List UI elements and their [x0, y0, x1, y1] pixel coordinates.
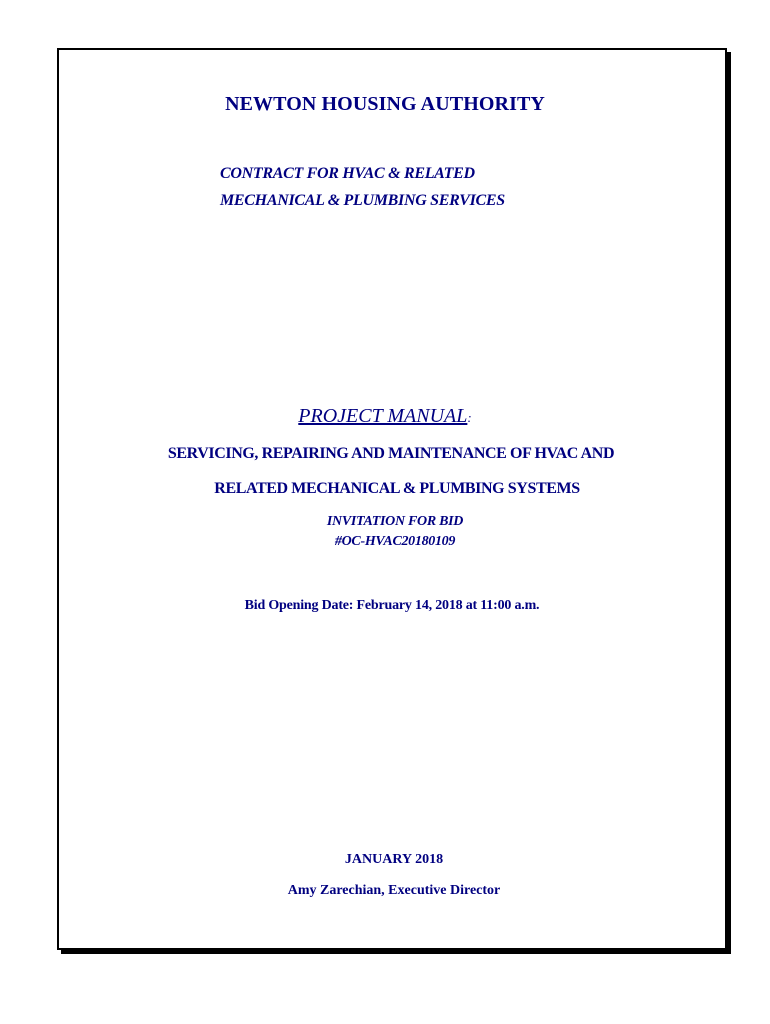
contract-title-line-2: MECHANICAL & PLUMBING SERVICES: [220, 192, 505, 209]
contract-title-line-1: CONTRACT FOR HVAC & RELATED: [220, 165, 475, 182]
authority-name: NEWTON HOUSING AUTHORITY: [225, 93, 545, 115]
page-border-frame: [57, 48, 727, 950]
scope-line-1: SERVICING, REPAIRING AND MAINTENANCE OF HVAC AND: [167, 445, 615, 462]
document-date: JANUARY 2018: [344, 852, 444, 867]
executive-director: Amy Zarechian, Executive Director: [287, 883, 501, 898]
invitation-for-bid: INVITATION FOR BID: [326, 514, 464, 529]
project-manual-heading: [0, 405, 770, 428]
bid-number: #OC-HVAC20180109: [334, 534, 456, 549]
bid-opening-date: Bid Opening Date: February 14, 2018 at 11:00 a.m.: [244, 598, 540, 613]
project-manual-title: PROJECT MANUAL: [298, 405, 468, 427]
scope-line-2: RELATED MECHANICAL & PLUMBING SYSTEMS: [214, 480, 580, 497]
project-manual-colon: :: [467, 410, 472, 425]
